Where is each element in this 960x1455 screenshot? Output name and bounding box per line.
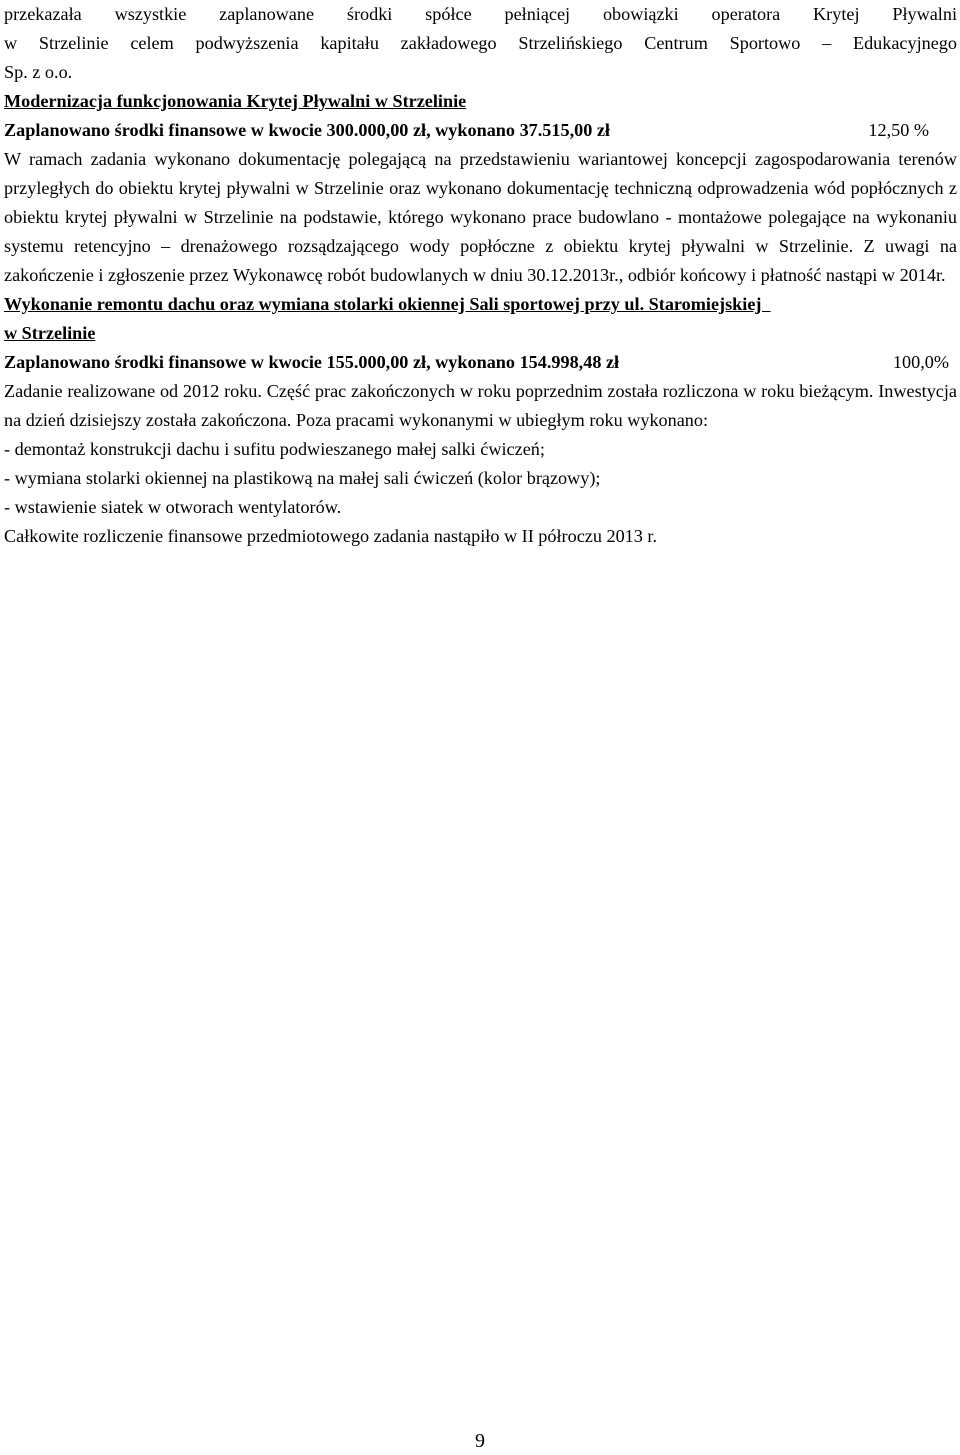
section2-body: Zadanie realizowane od 2012 roku. Część prac zakończonych w roku poprzednim została rozliczona w roku bieżącym. Inwestycja na dzień dzisiejszy została zakończona. Poza pracami wykonanymi w ubiegłym roku wykonano: — [4, 381, 957, 430]
section2-amount-text: Zaplanowano środki finansowe w kwocie 155.000,00 zł, wykonano 154.998,48 zł — [4, 352, 620, 372]
section1-amount-text: Zaplanowano środki finansowe w kwocie 300.000,00 zł, wykonano 37.515,00 zł — [4, 120, 610, 140]
section2-heading-line2: w Strzelinie — [4, 323, 96, 343]
document-page — [4, 0, 957, 551]
section1-percent: 12,50 % — [868, 120, 929, 140]
intro-line-1: przekazała wszystkie zaplanowane środki spółce pełniącej obowiązki operatora Krytej Pływalni — [4, 4, 957, 24]
section2-bullet-3: - wstawienie siatek w otworach wentylatorów. — [4, 497, 342, 517]
page-number: 9 — [475, 1430, 485, 1452]
section2-percent: 100,0% — [892, 352, 949, 372]
section2-heading-line1: Wykonanie remontu dachu oraz wymiana stolarki okiennej Sali sportowej przy ul. Staromiejskiej — [4, 294, 771, 314]
intro-line-3: Sp. z o.o. — [4, 62, 73, 82]
section2-bullet-1: - demontaż konstrukcji dachu i sufitu podwieszanego małej salki ćwiczeń; — [4, 439, 545, 459]
section1-heading: Modernizacja funkcjonowania Krytej Pływalni w Strzelinie — [4, 91, 467, 111]
section2-amount-line — [4, 348, 957, 377]
section1-amount-line — [4, 116, 957, 145]
section1-body: W ramach zadania wykonano dokumentację polegającą na przedstawieniu wariantowej koncepcji zagospodarowania terenów przyległych do obiektu krytej pływalni w Strzelinie oraz wykonano dokumentację techniczną odprowadzenia wód popłócznych z obiektu krytej pływalni w Strzelinie na podstawie, którego wykonano prace budowlano - montażowe polegające na wykonaniu systemu retencyjno – drenażowego rozsądzającego wody popłóczne z obiektu krytej pływalni w Strzelinie. Z uwagi na zakończenie i zgłoszenie przez Wykonawcę robót budowlanych w dniu 30.12.2013r., odbiór końcowy i płatność nastąpi w 2014r. — [4, 149, 957, 285]
intro-line-2: w Strzelinie celem podwyższenia kapitału zakładowego Strzelińskiego Centrum Sportowo – Edukacyjnego — [4, 33, 957, 53]
section2-closing: Całkowite rozliczenie finansowe przedmiotowego zadania nastąpiło w II półroczu 2013 r. — [4, 526, 658, 546]
section2-bullet-2: - wymiana stolarki okiennej na plastikową na małej sali ćwiczeń (kolor brązowy); — [4, 468, 601, 488]
